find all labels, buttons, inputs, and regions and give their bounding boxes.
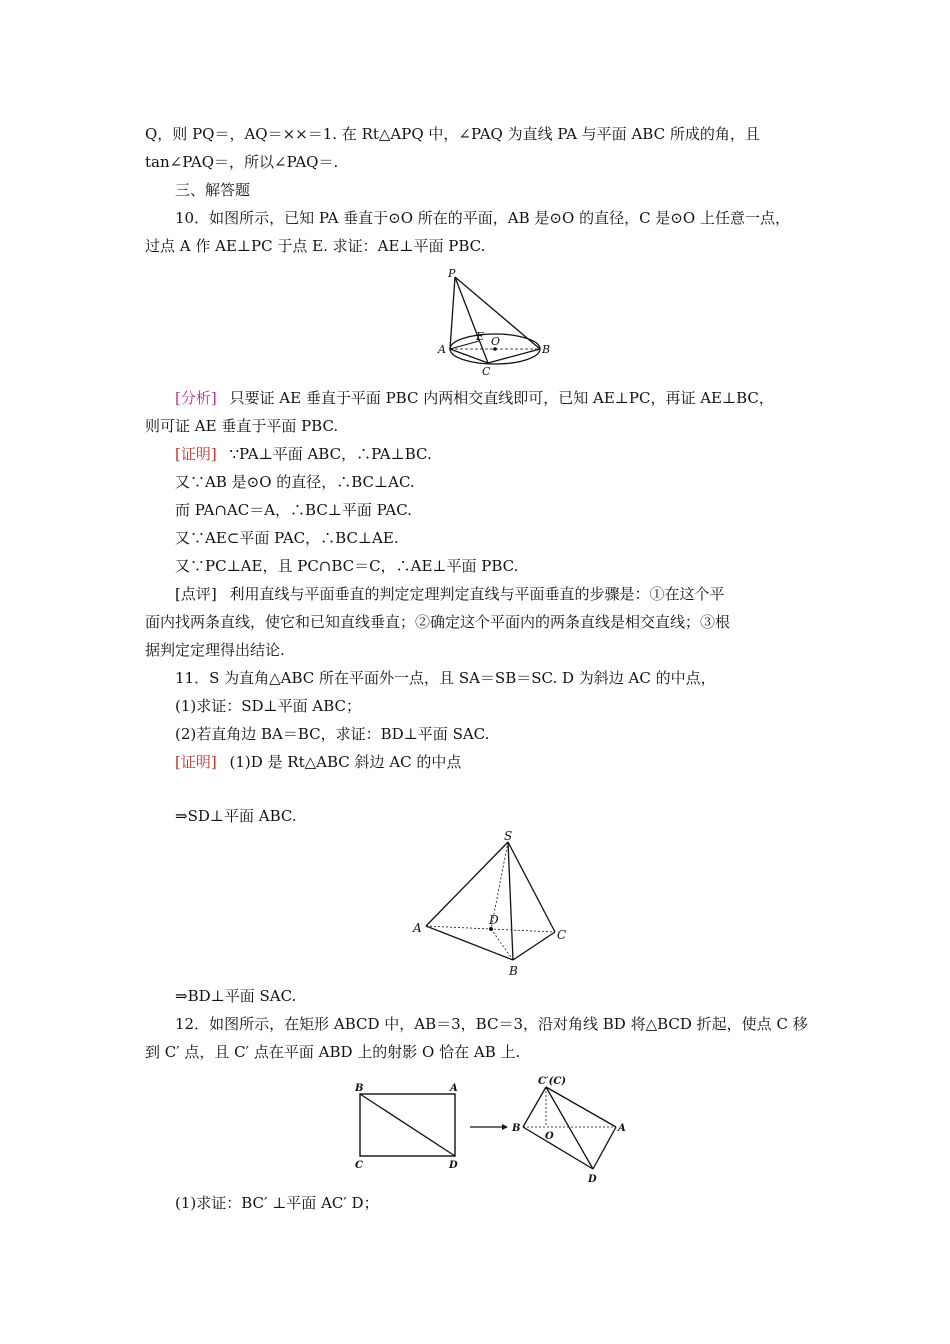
label-C: C: [482, 365, 491, 378]
text-line: 又∵AE⊂平面 PAC，∴BC⊥AE.: [175, 529, 399, 547]
label-A: A: [413, 921, 422, 935]
text-line: 面内找两条直线，使它和已知直线垂直；②确定这个平面内的两条直线是相交直线；③根: [145, 613, 731, 631]
text-line: (2)若直角边 BA＝BC，求证：BD⊥平面 SAC.: [175, 725, 490, 743]
text-line: 而 PA∩AC＝A，∴BC⊥平面 PAC.: [175, 501, 412, 519]
figure-pyramid: [405, 830, 580, 980]
text-line: 据判定定理得出结论.: [145, 641, 285, 659]
label-E: E: [476, 330, 485, 343]
proof2-tag: [证明]: [175, 753, 217, 771]
problem-12: 12．如图所示，在矩形 ABCD 中，AB＝3，BC＝3，沿对角线 BD 将△BCD 折起，使点 C 移: [175, 1015, 808, 1033]
label-B: B: [542, 343, 551, 356]
comment-line: [175, 584, 725, 604]
proof2-line: [175, 752, 461, 772]
text-line: ⇒BD⊥平面 SAC.: [175, 987, 297, 1005]
label-D: D: [449, 1160, 458, 1171]
analysis-line: [175, 388, 774, 408]
proof-line: [175, 444, 432, 464]
label-A: A: [450, 1083, 458, 1094]
text-line: Q，则 PQ＝，AQ＝××＝1. 在 Rt△APQ 中，∠PAQ 为直线 PA 与平面 ABC 所成的角，且: [145, 125, 760, 143]
label-B: B: [512, 1123, 521, 1134]
label-P: P: [448, 267, 456, 280]
label-A: A: [438, 343, 446, 356]
text-line: (1)求证：BC′ ⊥平面 AC′ D；: [175, 1194, 379, 1212]
label-D: D: [588, 1174, 597, 1185]
proof-text: ∵PA⊥平面 ABC，∴PA⊥BC.: [229, 445, 432, 463]
comment-tag: [点评]: [175, 585, 217, 603]
text-line: ⇒SD⊥平面 ABC.: [175, 807, 297, 825]
analysis-text: 只要证 AE 垂直于平面 PBC 内两相交直线即可，已知 AE⊥PC，再证 AE⊥BC，: [229, 389, 774, 407]
proof2-text: (1)D 是 Rt△ABC 斜边 AC 的中点: [229, 753, 462, 771]
text-line: 又∵PC⊥AE，且 PC∩BC＝C，∴AE⊥平面 PBC.: [175, 557, 519, 575]
label-B: B: [509, 964, 518, 978]
label-Cprime: C′(C): [538, 1076, 567, 1087]
label-C: C: [355, 1160, 363, 1171]
analysis-tag: [分析]: [175, 389, 217, 407]
text-line: 则可证 AE 垂直于平面 PBC.: [145, 417, 339, 435]
label-A: A: [618, 1123, 626, 1134]
text-line: tan∠PAQ＝，所以∠PAQ＝.: [145, 153, 339, 171]
text-line: 过点 A 作 AE⊥PC 于点 E. 求证：AE⊥平面 PBC.: [145, 237, 486, 255]
section-heading: 三、解答题: [175, 181, 251, 199]
problem-10: 10．如图所示，已知 PA 垂直于⊙O 所在的平面，AB 是⊙O 的直径，C 是⊙O 上任意一点，: [175, 209, 790, 227]
label-C: C: [557, 928, 567, 942]
label-S: S: [504, 829, 513, 843]
figure-cone: [430, 265, 570, 380]
text-line: 到 C′ 点，且 C′ 点在平面 ABD 上的射影 O 恰在 AB 上.: [145, 1043, 521, 1061]
text-line: 又∵AB 是⊙O 的直径，∴BC⊥AC.: [175, 473, 415, 491]
label-D: D: [489, 913, 499, 927]
label-B: B: [355, 1083, 364, 1094]
label-O: O: [491, 335, 501, 348]
label-O: O: [545, 1131, 554, 1142]
proof-tag: [证明]: [175, 445, 217, 463]
text-line: (1)求证：SD⊥平面 ABC；: [175, 697, 362, 715]
problem-11: 11．S 为直角△ABC 所在平面外一点，且 SA＝SB＝SC. D 为斜边 AC 的中点，: [175, 669, 716, 687]
figure-fold: [350, 1075, 640, 1185]
comment-text: 利用直线与平面垂直的判定定理判定直线与平面垂直的步骤是：①在这个平: [229, 585, 725, 603]
